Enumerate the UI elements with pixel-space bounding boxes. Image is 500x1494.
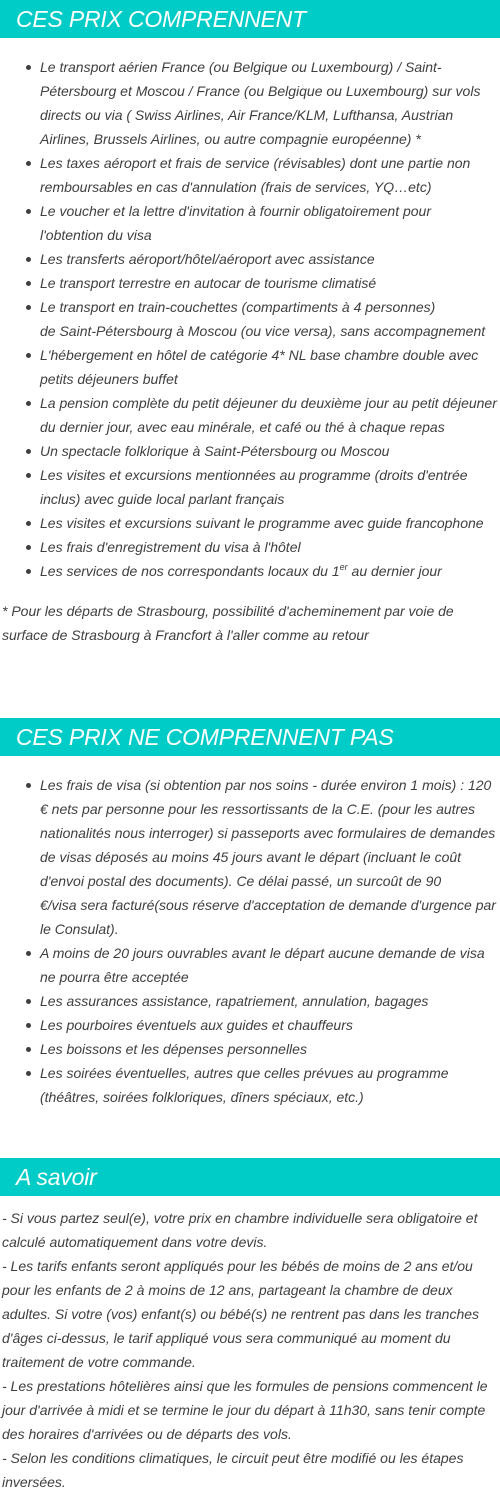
list-item-visa-deadline: A moins de 20 jours ouvrables avant le départ aucune demande de visa ne pourra être acceptée	[0, 941, 500, 989]
list-item-coach: Le transport terrestre en autocar de tourisme climatisé	[0, 271, 500, 295]
info-body	[0, 1206, 500, 1494]
list-item-excursions-local: Les visites et excursions mentionnées au programme (droits d'entrée inclus) avec guide local parlant français	[0, 463, 500, 511]
list-item-train	[0, 295, 500, 343]
list-item-airport-taxes: Les taxes aéroport et frais de service (révisables) dont une partie non remboursables en cas d'annulation (frais de services, YQ…etc)	[0, 151, 500, 199]
list-item-local-services: Les services de nos correspondants locaux du 1er au dernier jour	[0, 559, 500, 583]
superscript-er: er	[339, 562, 348, 572]
list-item-visa-registration: Les frais d'enregistrement du visa à l'hôtel	[0, 535, 500, 559]
list-item-drinks: Les boissons et les dépenses personnelles	[0, 1037, 500, 1061]
list-item-visa-fees: Les frais de visa (si obtention par nos soins - durée environ 1 mois) : 120 € nets par personne pour les ressortissants de la C.E. (pour les autres nationalités nous interroger) si passeports avec formulaires de demandes de visas déposés au moins 45 jours avant le départ (incluant le coût d'envoi postal des documents). Ce délai passé, un surcoût de 90 €/visa sera facturé(sous réserve d'acceptation de demande d'urgence par le Consulat).	[0, 773, 500, 941]
excluded-section	[0, 718, 500, 1109]
info-header: A savoir	[0, 1158, 500, 1196]
list-item-air-transport: Le transport aérien France (ou Belgique ou Luxembourg) / Saint-Pétersbourg et Moscou / France (ou Belgique ou Luxembourg) sur vols directs ou via ( Swiss Airlines, Air France/KLM, Lufthansa, Austrian Airlines, Brussels Airlines, ou autre compagnie européenne) *	[0, 55, 500, 151]
info-paragraph-children: - Les tarifs enfants seront appliqués pour les bébés de moins de 2 ans et/ou pour les enfants de 2 à moins de 12 ans, partageant la chambre de deux adultes. Si votre (vos) enfant(s) ou bébé(s) ne rentrent pas dans les tranches d'âges ci-dessus, le tarif appliqué vous sera communiqué au moment du traitement de votre commande.	[2, 1258, 480, 1370]
train-line-2: de Saint-Pétersbourg à Moscou (ou vice versa), sans accompagnement	[40, 323, 486, 339]
list-item-insurance: Les assurances assistance, rapatriement, annulation, bagages	[0, 989, 500, 1013]
included-header: CES PRIX COMPRENNENT	[0, 0, 500, 38]
included-list	[0, 55, 500, 583]
list-item-tips: Les pourboires éventuels aux guides et chauffeurs	[0, 1013, 500, 1037]
excluded-list	[0, 773, 500, 1109]
footnote: * Pour les départs de Strasbourg, possibilité d'acheminement par voie de surface de Strasbourg à Francfort à l'aller comme au retour	[2, 603, 454, 643]
excluded-header: CES PRIX NE COMPRENNENT PAS	[0, 718, 500, 756]
list-item-voucher: Le voucher et la lettre d'invitation à fournir obligatoirement pour l'obtention du visa	[0, 199, 500, 247]
info-paragraph-hotel: - Les prestations hôtelières ainsi que les formules de pensions commencent le jour d'arrivée à midi et se termine le jour du départ à 11h30, sans tenir compte des horaires d'arrivées ou de départs des vols.	[2, 1378, 488, 1442]
list-item-pension: La pension complète du petit déjeuner du deuxième jour au petit déjeuner du dernier jour, avec eau minérale, et café ou thé à chaque repas	[0, 391, 500, 439]
included-section	[0, 0, 500, 647]
train-line-1: Le transport en train-couchettes (compartiments à 4 personnes)	[40, 299, 436, 315]
list-item-hotel: L'hébergement en hôtel de catégorie 4* NL base chambre double avec petits déjeuners buffet	[0, 343, 500, 391]
list-item-evenings: Les soirées éventuelles, autres que celles prévues au programme (théâtres, soirées folkloriques, dîners spéciaux, etc.)	[0, 1061, 500, 1109]
info-paragraph-climate: - Selon les conditions climatiques, le circuit peut être modifié ou les étapes inversées.	[2, 1450, 464, 1490]
info-section	[0, 1158, 500, 1494]
list-item-spectacle: Un spectacle folklorique à Saint-Pétersbourg ou Moscou	[0, 439, 500, 463]
info-paragraph-single: - Si vous partez seul(e), votre prix en chambre individuelle sera obligatoire et calculé automatiquement dans votre devis.	[2, 1210, 478, 1250]
list-item-transfers: Les transferts aéroport/hôtel/aéroport avec assistance	[0, 247, 500, 271]
list-item-excursions-guide: Les visites et excursions suivant le programme avec guide francophone	[0, 511, 500, 535]
